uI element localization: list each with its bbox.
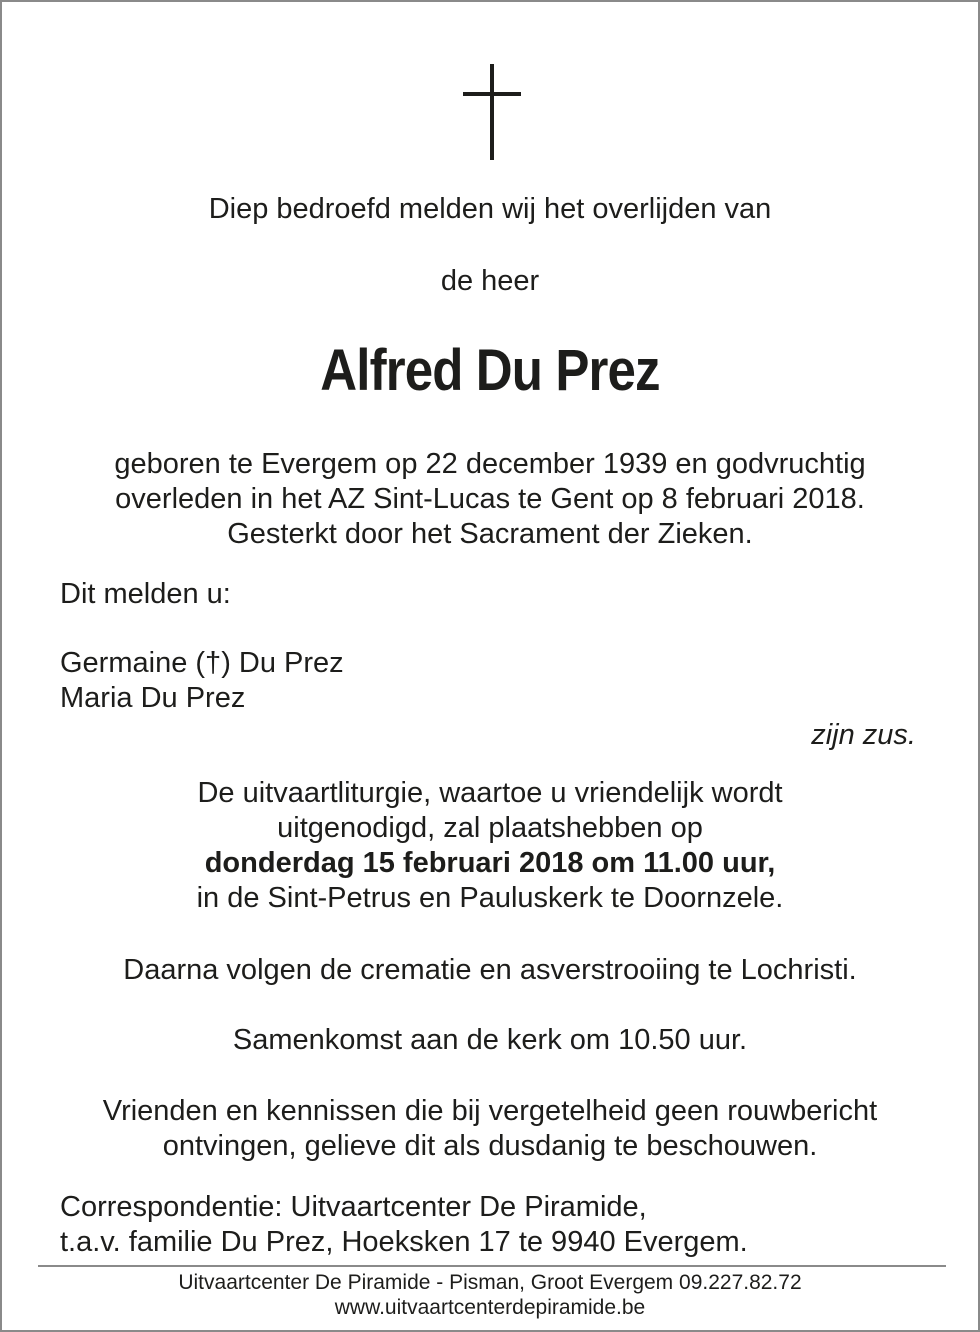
born-line-1: geboren te Evergem op 22 december 1939 en godvruchtig	[114, 448, 866, 480]
footer	[2, 1270, 978, 1320]
announcers-label: Dit melden u:	[60, 578, 231, 610]
honorific: de heer	[440, 265, 540, 297]
born-line-2: overleden in het AZ Sint-Lucas te Gent op 8 februari 2018.	[115, 483, 865, 515]
meeting-text: Samenkomst aan de kerk om 10.50 uur.	[232, 1024, 748, 1056]
correspondence	[60, 1190, 748, 1260]
footer-website: www.uitvaartcenterdepiramide.be	[334, 1296, 646, 1319]
liturgy-details	[2, 776, 978, 916]
liturgy-line-1: De uitvaartliturgie, waartoe u vriendelijk wordt	[197, 777, 783, 809]
born-line-3: Gesterkt door het Sacrament der Zieken.	[227, 518, 753, 550]
friends-line-2: ontvingen, gelieve dit als dusdanig te beschouwen.	[162, 1130, 818, 1162]
footer-divider	[38, 1265, 946, 1267]
liturgy-line-2: uitgenodigd, zal plaatshebben op	[277, 812, 703, 844]
correspondence-line-2: t.a.v. familie Du Prez, Hoeksken 17 te 9940 Evergem.	[60, 1226, 748, 1258]
family-list	[60, 646, 344, 716]
family-member-2: Maria Du Prez	[60, 682, 246, 714]
relation-label: zijn zus.	[811, 719, 916, 751]
deceased-name: Alfred Du Prez	[320, 338, 660, 403]
family-member-1: Germaine (†) Du Prez	[60, 647, 344, 679]
intro-text: Diep bedroefd melden wij het overlijden van	[208, 193, 772, 225]
cross-icon	[463, 64, 521, 160]
liturgy-location: in de Sint-Petrus en Pauluskerk te Doornzele.	[196, 882, 784, 914]
friends-line-1: Vrienden en kennissen die bij vergetelheid geen rouwbericht	[102, 1095, 878, 1127]
cremation-text: Daarna volgen de crematie en asverstrooiing te Lochristi.	[123, 954, 857, 986]
friends-notice	[2, 1094, 978, 1164]
correspondence-line-1: Correspondentie: Uitvaartcenter De Piramide,	[60, 1191, 647, 1223]
birth-death-details	[2, 447, 978, 552]
footer-address: Uitvaartcenter De Piramide - Pisman, Groot Evergem 09.227.82.72	[178, 1271, 802, 1294]
small-cross-icon: †	[205, 647, 222, 679]
liturgy-date: donderdag 15 februari 2018 om 11.00 uur,	[204, 847, 776, 879]
